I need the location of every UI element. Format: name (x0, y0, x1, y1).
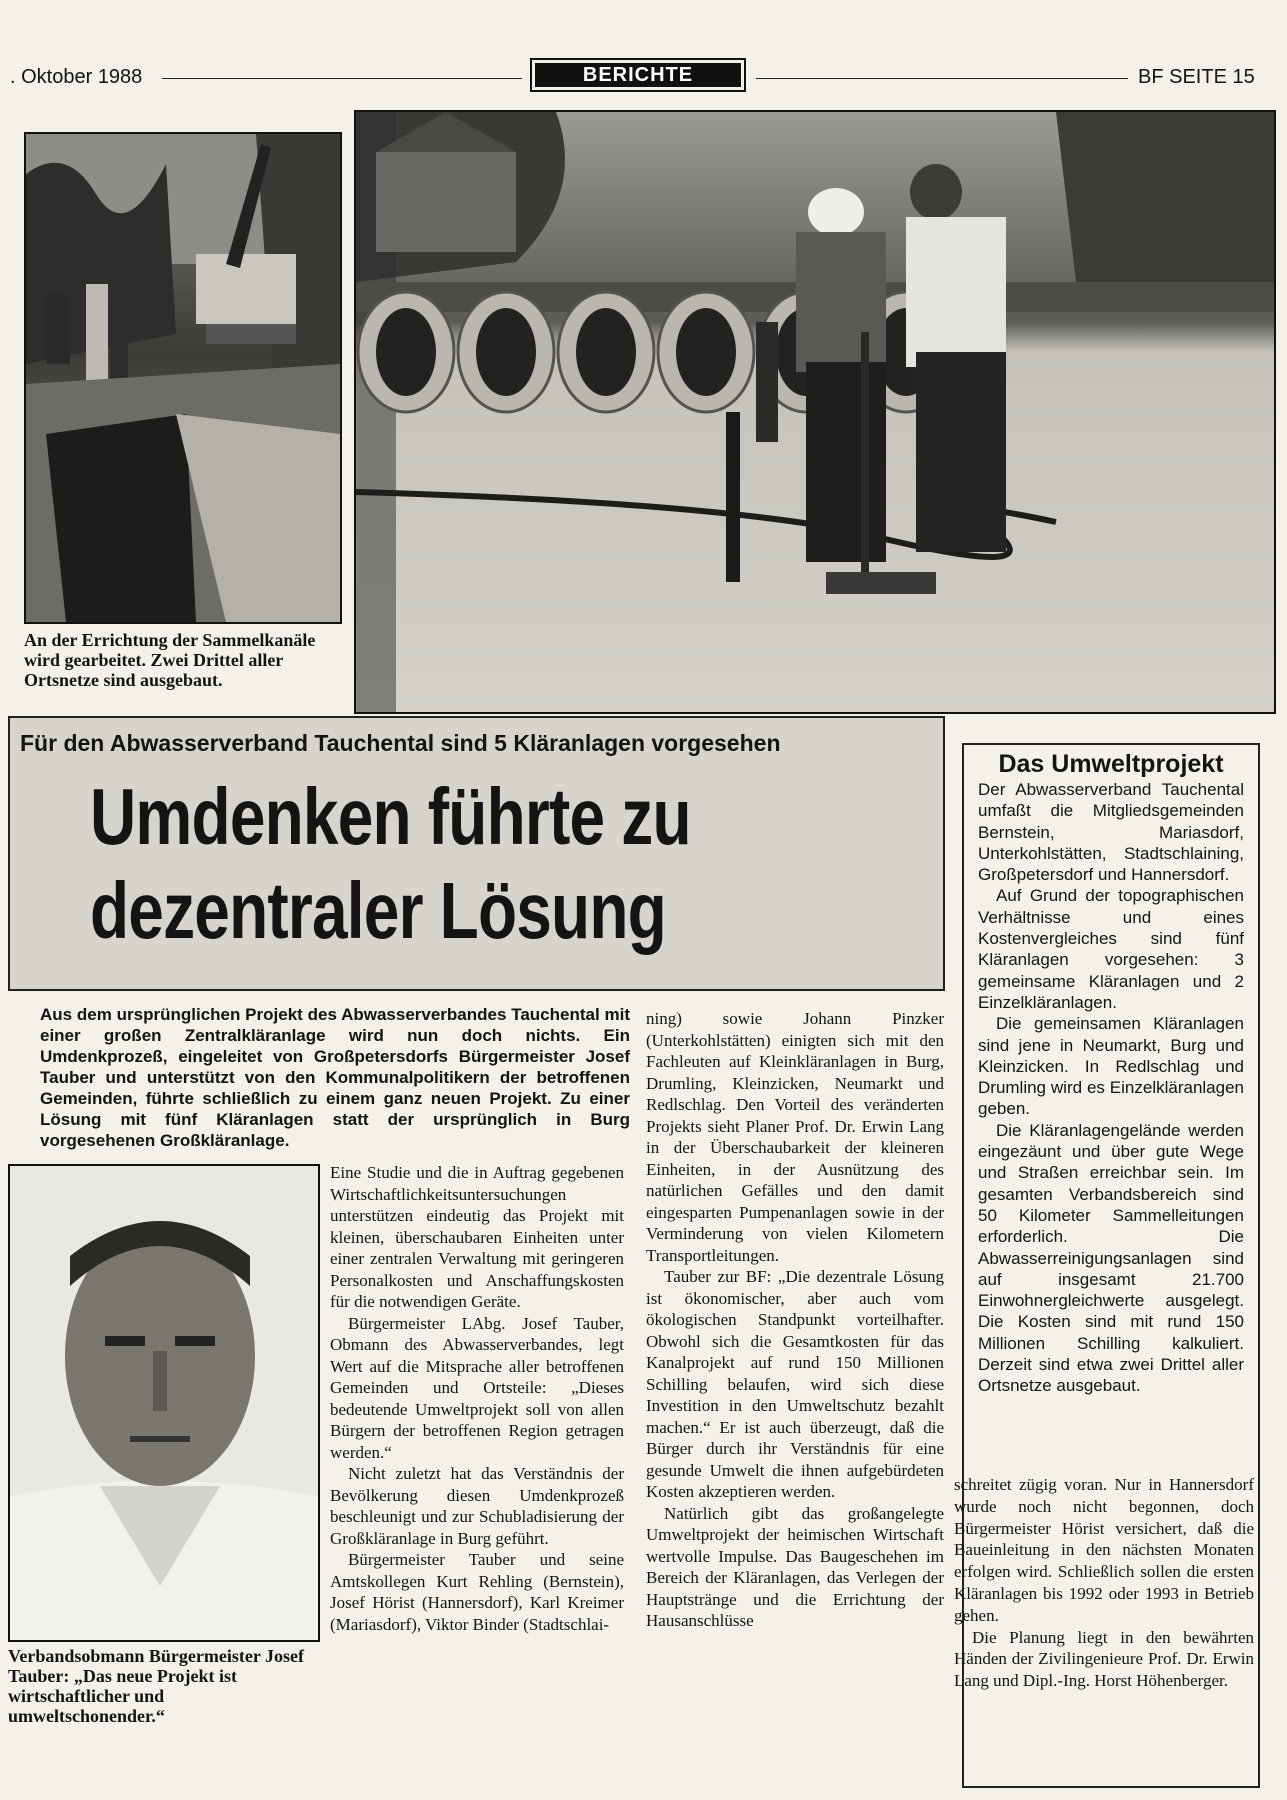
portrait-photo (8, 1164, 320, 1642)
article-column-1 (330, 1162, 624, 1635)
column-1-paragraph: Bürgermeister Tauber und seine Amtskollegen Kurt Rehling (Bernstein), Josef Hörist (Hannersdorf), Karl Kreimer (Mariasdorf), Viktor Binder (Stadtschlai- (330, 1550, 624, 1634)
article-lead: Aus dem ursprünglichen Projekt des Abwasserverbandes Tauchental mit einer großen Zentralkläranlage wird nun doch nichts. Ein Umdenkprozeß, eingeleitet von Großpetersdorfs Bürgermeister Josef Tauber und unterstützt von den Kommunalpolitikern der betroffenen Gemeinden, führte schließlich zu einem ganz neuen Projekt. Zu einer Lösung mit fünf Kläranlagen statt der ursprünglich in Burg vorgesehenen Großkläranlage. (40, 1005, 630, 1150)
workers-photo-image (356, 112, 1274, 712)
construction-photo-left (24, 132, 342, 624)
sidebar-paragraph: Auf Grund der topographischen Verhältnisse und eines Kostenvergleiches sind fünf Kläranlagen vorgesehen: 3 gemeinsame Kläranlagen und 2 Einzelkläranlagen. (978, 886, 1244, 1012)
sidebar-paragraph: Die Kläranlagengelände werden eingezäunt und über gute Wege und Straßen erreichbar sein. Im gesamten Verbandsbereich sind 50 Kilometer Sammelleitungen erforderlich. Die Abwasserreinigungsanlagen sind auf insgesamt 21.700 Einwohnergleichwerte ausgelegt. Die Kosten sind mit rund 150 Millionen Schilling kalkuliert. Derzeit sind etwa zwei Drittel aller Ortsnetze ausgebaut. (978, 1120, 1244, 1396)
section-tag (530, 58, 746, 92)
article-headline (90, 770, 762, 958)
column-1-paragraph: Nicht zuletzt hat das Verständnis der Bevölkerung diesen Umdenkprozeß beschleunigt und zur Schubladisierung der Großkläranlage in Burg geführt. (330, 1464, 624, 1548)
issue-date: . Oktober 1988 (10, 66, 143, 88)
column-2-paragraph: ning) sowie Johann Pinzker (Unterkohlstätten) einigten sich mit den Fachleuten auf Kleinkläranlagen in Burg, Drumling, Kleinzicken, Neumarkt und Redlschlag. Den Vorteil des veränderten Projekts sieht Planer Prof. Dr. Erwin Lang in der Überschaubarkeit der kleineren Einheiten, in der Ausnützung des natürlichen Gefälles und den damit eingesparten Pumpenanlagen sowie in der Verminderung von vielen Kilometern Transportleitungen. (646, 1009, 944, 1265)
column-2-paragraph: Tauber zur BF: „Die dezentrale Lösung ist ökonomischer, aber auch vom ökologischen Standpunkt vorteilhafter. Obwohl sich die Gesamtkosten für das Kanalprojekt auf rund 150 Millionen Schilling belaufen, wird sich diese Investition in den Umweltschutz bezahlt machen.“ Er ist auch überzeugt, daß die Bürger durch ihr Verständnis für eine gesunde Umwelt die ihnen aufgebürdeten Kosten akzeptieren werden. (646, 1267, 944, 1501)
column-3-paragraph: schreitet zügig voran. Nur in Hannersdorf wurde noch nicht begonnen, doch Bürgermeister Hörist versichert, daß die Baueinleitung in den nächsten Monaten erfolgen wird. Schließlich sollen die ersten Kläranlagen bis 1992 oder 1993 in Betrieb gehen. (954, 1475, 1254, 1625)
column-2-paragraph: Natürlich gibt das großangelegte Umweltprojekt der heimischen Wirtschaft wertvolle Impulse. Das Baugeschehen im Bereich der Kläranlagen, das Verlegen der Hauptstränge und die Errichtung der Hausanschlüsse (646, 1503, 944, 1630)
article-kicker: Für den Abwasserverband Tauchental sind 5 Kläranlagen vorgesehen (20, 730, 781, 756)
article-column-2 (646, 1008, 944, 1632)
sidebar-paragraph: Der Abwasserverband Tauchental umfaßt die Mitgliedsgemeinden Bernstein, Mariasdorf, Unterkohlstätten, Stadtschlaining, Großpetersdorf und Hannersdorf. (978, 780, 1244, 885)
column-1-paragraph: Eine Studie und die in Auftrag gegebenen Wirtschaftlichkeitsuntersuchungen unterstützen eindeutig das Projekt mit kleinen, überschaubaren Einheiten unter einer zentralen Verwaltung mit geringeren Personalkosten und Anschaffungskosten für die notwendigen Geräte. (330, 1163, 624, 1311)
headline-line-1: Umdenken führte zu (90, 772, 691, 861)
construction-photo-main (354, 110, 1276, 714)
section-label: BERICHTE (535, 63, 741, 87)
portrait-image (10, 1166, 318, 1640)
column-1-paragraph: Bürgermeister LAbg. Josef Tauber, Obmann des Abwasserverbandes, legt Wert auf die Mitsprache aller betroffenen Gemeinden und Ortsteile: „Dieses bedeutende Umweltprojekt soll von allen Bürgern der betroffenen Region getragen werden.“ (330, 1313, 624, 1462)
sidebar-title: Das Umweltprojekt (998, 750, 1224, 778)
header-rule-right (756, 78, 1128, 79)
portrait-caption: Verbandsobmann Bürgermeister Josef Tauber: „Das neue Projekt ist wirtschaftlicher und umweltschonender.“ (8, 1646, 304, 1726)
left-photo-caption: An der Errichtung der Sammelkanäle wird gearbeitet. Zwei Drittel aller Ortsnetze sind ausgebaut. (24, 630, 316, 690)
headline-box (8, 716, 945, 991)
header-rule-left (162, 78, 522, 79)
headline-line-2: dezentraler Lösung (90, 866, 666, 955)
article-column-3 (954, 1474, 1254, 1692)
sidebar-paragraph: Die gemeinsamen Kläranlagen sind jene in Neumarkt, Burg und Kleinzicken. In Redlschlag und Drumling wird es Einzelkläranlagen geben. (978, 1014, 1244, 1119)
page-number: BF SEITE 15 (1138, 66, 1255, 88)
construction-photo-left-image (26, 134, 340, 622)
sidebar-text (964, 779, 1258, 1397)
column-3-paragraph: Die Planung liegt in den bewährten Händen der Zivilingenieure Prof. Dr. Erwin Lang und Dipl.-Ing. Horst Höhenberger. (954, 1627, 1254, 1691)
